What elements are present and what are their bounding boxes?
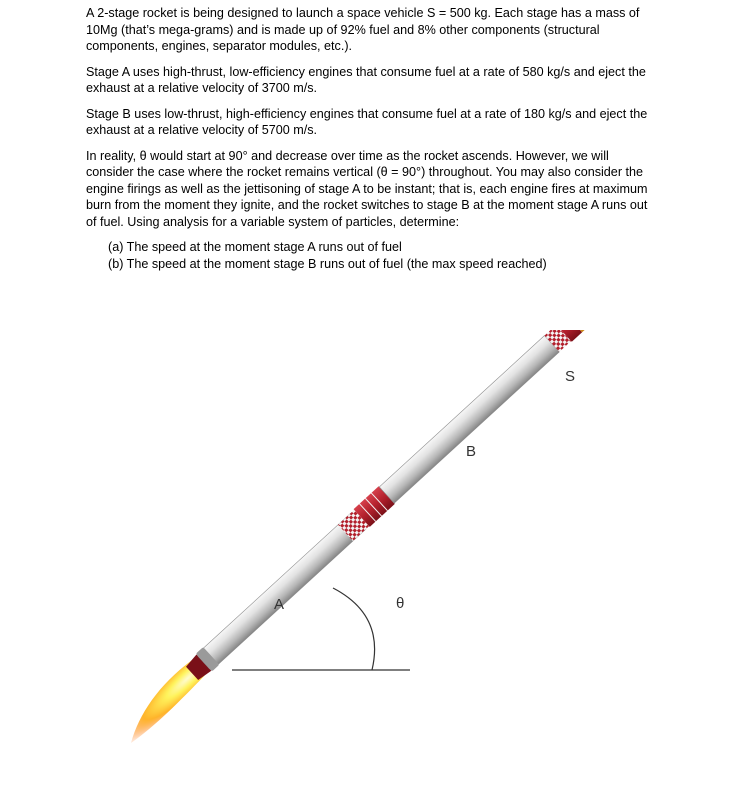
angle-arc	[333, 588, 375, 670]
question-part-b: (b) The speed at the moment stage B runs out of fuel (the max speed reached)	[108, 256, 547, 271]
stage-a-body	[196, 511, 367, 670]
stage-b-body	[379, 336, 559, 504]
angle-theta-label: θ	[396, 595, 405, 612]
rocket	[116, 330, 619, 745]
problem-paragraph-assumptions: In reality, θ would start at 90° and decrease over time as the rocket ascends. However, we will consider the case where the rocket remains vertical (θ = 90°) throughout. You may also consider the engine firings as well as the jettisoning of stage A to be instant; that is, each engine fires at maximum burn from the moment they ignite, and the rocket switches to stage B at the moment stage A runs out of fuel. Using analysis for a variable system of particles, determine:	[86, 148, 648, 229]
problem-paragraph-stage-a: Stage A uses high-thrust, low-efficiency engines that consume fuel at a rate of 580 kg/s and eject the exhaust at a relative velocity of 3700 m/s.	[86, 64, 646, 95]
stage-a-label: A	[274, 596, 285, 613]
problem-paragraph-intro: A 2-stage rocket is being designed to launch a space vehicle S = 500 kg. Each stage has a mass of 10Mg (that’s mega-grams) and is made up of 92% fuel and 8% other components (structural components, engines, separator modules, etc.).	[86, 6, 640, 53]
question-part-a: (a) The speed at the moment stage A runs out of fuel	[108, 240, 402, 254]
question-parts-list	[108, 239, 656, 272]
problem-paragraph-stage-b: Stage B uses low-thrust, high-efficiency engines that consume fuel at a rate of 180 kg/s and eject the exhaust at a relative velocity of 5700 m/s.	[86, 106, 648, 137]
payload-s-label: S	[565, 368, 576, 385]
problem-text	[86, 5, 656, 272]
rocket-figure	[0, 330, 731, 807]
stage-b-label: B	[466, 443, 477, 460]
